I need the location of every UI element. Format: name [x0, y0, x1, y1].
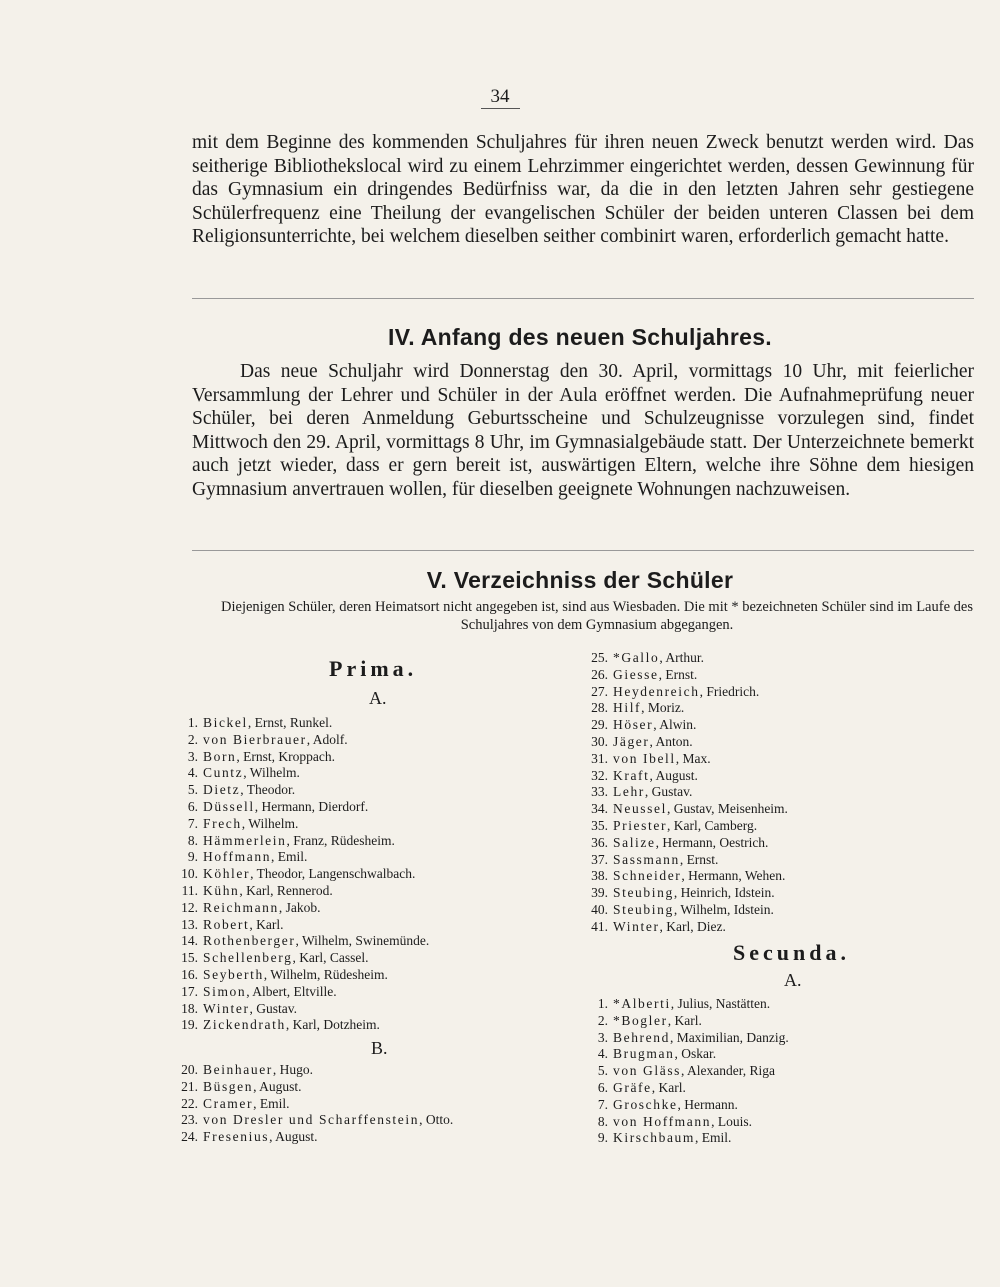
student-entry: [580, 1114, 789, 1131]
student-entry: [580, 868, 788, 885]
student-surname: Sassmann: [613, 851, 680, 867]
student-surname: Kühn: [203, 882, 240, 898]
student-entry: [170, 933, 429, 950]
student-entry: [580, 684, 788, 701]
student-entry: [580, 996, 789, 1013]
student-surname: Köhler: [203, 866, 251, 882]
student-surname: Cuntz: [203, 765, 244, 781]
student-details: , Franz, Rüdesheim.: [286, 832, 395, 848]
student-surname: Priester: [613, 817, 668, 833]
student-surname: Winter: [203, 1000, 250, 1016]
student-surname: Simon: [203, 983, 247, 999]
student-details: , Ernst, Runkel.: [247, 715, 333, 730]
student-entry: [580, 650, 788, 667]
section-4-text: Das neue Schuljahr wird Donnerstag den 30. April, vormittags 10 Uhr, mit feierlicher Versammlung der Lehrer und Schüler in der Aula eröffnet werden. Die Aufnahmeprüfung neuer Schüler, bei deren Anmeldung Geburtsscheine und Schulzeugnisse vorzulegen sind, findet Mittwoch den 29. April, vormittags 8 Uhr, im Gymnasialgebäude statt. Der Unterzeichnete bemerkt auch jetzt wieder, dass er gern bereit ist, auswärtigen Eltern, welche ihre Söhne dem hiesigen Gymnasium anvertrauen wollen, für dieselben geeignete Wohnungen nachzuweisen.: [192, 361, 974, 500]
student-surname: Düssell: [203, 798, 255, 814]
section-5-heading: V. Verzeichniss der Schüler: [426, 567, 734, 593]
student-surname: von Hoffmann: [613, 1113, 712, 1129]
student-details: , Albert, Eltville.: [246, 983, 337, 999]
student-entry: [580, 717, 788, 734]
student-number: 11.: [181, 882, 198, 898]
student-details: , Jakob.: [278, 899, 321, 915]
student-number: 4.: [597, 1046, 608, 1062]
student-surname: Frech: [203, 815, 242, 831]
student-surname: Reichmann: [203, 899, 279, 915]
student-details: , Karl, Cassel.: [292, 950, 369, 966]
student-number: 36.: [591, 834, 608, 850]
student-details: , Anton.: [649, 733, 693, 749]
student-number: 26.: [591, 666, 608, 682]
student-number: 4.: [187, 765, 198, 781]
student-entry: [580, 885, 788, 902]
student-surname: von Dresler und Scharffenstein: [203, 1112, 420, 1128]
student-surname: Cramer: [203, 1095, 254, 1111]
student-entry: [580, 1080, 789, 1097]
student-surname: Rothenberger: [203, 933, 296, 949]
student-surname: Lehr: [613, 784, 645, 800]
student-entry: [170, 765, 429, 782]
student-number: 37.: [591, 851, 608, 867]
student-number: 9.: [597, 1130, 608, 1146]
student-number: 5.: [597, 1063, 608, 1079]
student-surname: Büsgen: [203, 1078, 254, 1094]
student-number: 3.: [597, 1029, 608, 1045]
student-details: , Friedrich.: [699, 683, 760, 699]
student-entry: [170, 715, 429, 732]
student-entry: [170, 849, 429, 866]
student-entry: [170, 1062, 453, 1079]
student-number: 5.: [187, 782, 198, 798]
student-number: 21.: [181, 1078, 198, 1094]
student-number: 30.: [591, 733, 608, 749]
student-details: , Otto.: [419, 1112, 454, 1128]
student-details: , Louis.: [711, 1113, 752, 1129]
student-number: 13.: [181, 916, 198, 932]
student-details: , Gustav, Meisenheim.: [666, 801, 788, 817]
student-details: , Ernst, Kroppach.: [236, 748, 336, 764]
student-entry: [170, 1112, 453, 1129]
student-entry: [580, 768, 788, 785]
student-entry: [170, 749, 429, 766]
student-entry: [580, 818, 788, 835]
student-details: , Maximilian, Danzig.: [669, 1029, 789, 1045]
student-surname: Neussel: [613, 801, 667, 817]
student-details: , Karl, Diez.: [659, 918, 726, 934]
student-entry: [170, 883, 429, 900]
student-number: 7.: [187, 815, 198, 831]
student-details: , Ernst.: [679, 851, 719, 867]
student-entry: [580, 1130, 789, 1147]
student-entry: [170, 1129, 453, 1146]
student-number: 9.: [187, 849, 198, 865]
student-details: , Wilhelm, Idstein.: [673, 901, 774, 917]
secunda-heading: Secunda.: [733, 940, 850, 965]
student-number: 33.: [591, 784, 608, 800]
student-number: 38.: [591, 868, 608, 884]
student-surname: Kraft: [613, 767, 650, 783]
student-entry: [170, 799, 429, 816]
student-surname: Höser: [613, 717, 654, 733]
student-surname: *Gallo: [613, 650, 660, 665]
student-entry: [170, 984, 429, 1001]
section-5-note: Diejenigen Schüler, deren Heimatsort nicht angegeben ist, sind aus Wiesbaden. Die mit * bezeichneten Schüler sind im Laufe des Schuljahres von dem Gymnasium abgegangen.: [221, 599, 973, 633]
student-entry: [580, 1013, 789, 1030]
student-details: , Oskar.: [674, 1046, 717, 1062]
student-number: 17.: [181, 983, 198, 999]
student-details: , Moriz.: [641, 700, 685, 716]
student-number: 40.: [591, 901, 608, 917]
student-surname: Fresenius: [203, 1129, 270, 1145]
student-details: , Julius, Nastätten.: [670, 996, 771, 1011]
student-surname: Steubing: [613, 885, 674, 901]
student-details: , Arthur.: [659, 650, 704, 665]
student-entry: [170, 950, 429, 967]
student-entry: [580, 1030, 789, 1047]
student-number: 32.: [591, 767, 608, 783]
student-surname: Hoffmann: [203, 849, 272, 865]
student-entry: [580, 852, 788, 869]
student-details: , Hermann, Oestrich.: [655, 834, 769, 850]
student-surname: Bickel: [203, 715, 248, 730]
student-surname: *Bogler: [613, 1012, 668, 1028]
student-entry: [170, 1017, 429, 1034]
student-details: , Wilhelm.: [243, 765, 300, 781]
intro-paragraph: mit dem Beginne des kommenden Schuljahres für ihren neuen Zweck benutzt werden wird. Das seitherige Bibliothekslocal wird zu einem Lehrzimmer eingerichtet werden, dessen Gewinnung für das Gymnasium ein dringendes Bedürfniss war, da die in den letzten Jahren sehr gestiegene Schülerfrequenz eine Theilung der evangelischen Schüler der beiden unteren Classen bei dem Religionsunterrichte, bei welchem dieselben seither combinirt waren, erforderlich gemacht hatte.: [192, 132, 974, 247]
student-surname: Seyberth: [203, 966, 264, 982]
student-details: , Heinrich, Idstein.: [673, 885, 775, 901]
student-number: 29.: [591, 717, 608, 733]
student-details: , Karl, Rennerod.: [239, 882, 333, 898]
prima-a-list: [170, 715, 429, 1034]
student-number: 18.: [181, 1000, 198, 1016]
student-number: 6.: [597, 1079, 608, 1095]
student-entry: [580, 667, 788, 684]
student-number: 6.: [187, 798, 198, 814]
student-entry: [580, 1046, 789, 1063]
student-details: , Hermann, Dierdorf.: [254, 798, 369, 814]
student-entry: [580, 751, 788, 768]
student-details: , Max.: [675, 750, 711, 766]
student-details: , Hermann, Wehen.: [681, 868, 786, 884]
student-details: , Emil.: [694, 1130, 732, 1146]
student-surname: Beinhauer: [203, 1062, 273, 1077]
student-details: , Emil.: [271, 849, 308, 865]
student-entry: [170, 816, 429, 833]
student-number: 22.: [181, 1095, 198, 1111]
student-details: , Karl.: [667, 1012, 702, 1028]
student-surname: Born: [203, 748, 237, 764]
student-details: , Theodor.: [240, 782, 296, 798]
student-entry: [170, 732, 429, 749]
student-number: 2.: [597, 1012, 608, 1028]
student-number: 10.: [181, 866, 198, 882]
student-details: , August.: [649, 767, 698, 783]
student-entry: [580, 734, 788, 751]
student-surname: Heydenreich: [613, 683, 700, 699]
student-entry: [170, 900, 429, 917]
prima-heading: Prima.: [329, 656, 418, 681]
student-surname: Kirschbaum: [613, 1130, 695, 1146]
prima-continued-list: [580, 650, 788, 936]
student-entry: [170, 866, 429, 883]
student-surname: Schneider: [613, 868, 682, 884]
secunda-group-a-label: A.: [784, 970, 802, 990]
section-4-heading: IV. Anfang des neuen Schuljahres.: [388, 324, 772, 350]
page-number: 34: [0, 86, 1000, 109]
student-entry: [580, 835, 788, 852]
student-surname: Schellenberg: [203, 950, 293, 966]
student-surname: Gräfe: [613, 1079, 652, 1095]
student-details: , Karl, Dotzheim.: [285, 1017, 380, 1033]
student-surname: Salize: [613, 834, 656, 850]
student-entry: [580, 919, 788, 936]
student-details: , Alexander, Riga: [681, 1063, 775, 1079]
student-surname: Giesse: [613, 666, 659, 682]
student-surname: Groschke: [613, 1096, 678, 1112]
student-number: 3.: [187, 748, 198, 764]
secunda-a-list: [580, 996, 789, 1147]
student-entry: [580, 784, 788, 801]
student-number: 25.: [591, 650, 608, 665]
student-number: 16.: [181, 966, 198, 982]
student-surname: Brugman: [613, 1046, 675, 1062]
student-number: 41.: [591, 918, 608, 934]
student-number: 1.: [597, 996, 608, 1011]
prima-group-a-label: A.: [369, 688, 387, 708]
student-entry: [170, 917, 429, 934]
student-number: 23.: [181, 1112, 198, 1128]
student-number: 15.: [181, 950, 198, 966]
student-surname: Zickendrath: [203, 1017, 286, 1033]
student-details: , Wilhelm.: [241, 815, 299, 831]
student-entry: [170, 1079, 453, 1096]
student-surname: Hämmerlein: [203, 832, 287, 848]
student-entry: [170, 967, 429, 984]
student-surname: von Bierbrauer: [203, 731, 307, 747]
divider: [192, 298, 974, 299]
student-details: , Theodor, Langenschwalbach.: [250, 866, 416, 882]
student-surname: Steubing: [613, 901, 674, 917]
student-details: , Hermann.: [677, 1096, 738, 1112]
prima-group-b-label: B.: [371, 1038, 388, 1058]
student-details: , Karl.: [249, 916, 284, 932]
student-entry: [170, 833, 429, 850]
student-details: , Gustav.: [249, 1000, 298, 1016]
student-details: , Wilhelm, Rüdesheim.: [263, 966, 388, 982]
student-surname: Winter: [613, 918, 660, 934]
student-number: 20.: [181, 1062, 198, 1077]
student-entry: [580, 1097, 789, 1114]
student-details: , Wilhelm, Swinemünde.: [295, 933, 430, 949]
student-number: 24.: [181, 1129, 198, 1145]
student-number: 7.: [597, 1096, 608, 1112]
student-details: , Emil.: [253, 1095, 290, 1111]
student-entry: [580, 1063, 789, 1080]
student-number: 35.: [591, 817, 608, 833]
student-surname: Hilf: [613, 700, 642, 716]
student-details: , Karl, Camberg.: [667, 817, 758, 833]
student-number: 2.: [187, 731, 198, 747]
student-number: 28.: [591, 700, 608, 716]
student-entry: [580, 801, 788, 818]
student-surname: *Alberti: [613, 996, 671, 1011]
student-details: , Gustav.: [644, 784, 693, 800]
divider: [192, 550, 974, 551]
student-number: 39.: [591, 885, 608, 901]
student-number: 34.: [591, 801, 608, 817]
student-number: 1.: [187, 715, 198, 730]
student-number: 12.: [181, 899, 198, 915]
student-number: 19.: [181, 1017, 198, 1033]
student-entry: [580, 700, 788, 717]
student-surname: Behrend: [613, 1029, 670, 1045]
student-number: 8.: [187, 832, 198, 848]
student-details: , Alwin.: [653, 717, 697, 733]
prima-b-list: [170, 1062, 453, 1146]
student-number: 31.: [591, 750, 608, 766]
student-number: 27.: [591, 683, 608, 699]
student-entry: [170, 1096, 453, 1113]
student-surname: Jäger: [613, 733, 650, 749]
student-number: 14.: [181, 933, 198, 949]
student-details: , Ernst.: [658, 666, 698, 682]
student-details: , Adolf.: [306, 731, 348, 747]
student-surname: Dietz: [203, 782, 241, 798]
student-details: , August.: [269, 1129, 318, 1145]
student-surname: Robert: [203, 916, 250, 932]
student-surname: von Gläss: [613, 1063, 682, 1079]
student-entry: [580, 902, 788, 919]
student-surname: von Ibell: [613, 750, 676, 766]
student-details: , Hugo.: [272, 1062, 314, 1077]
student-entry: [170, 1001, 429, 1018]
student-number: 8.: [597, 1113, 608, 1129]
student-entry: [170, 782, 429, 799]
student-details: , Karl.: [651, 1079, 686, 1095]
student-details: , August.: [253, 1078, 302, 1094]
